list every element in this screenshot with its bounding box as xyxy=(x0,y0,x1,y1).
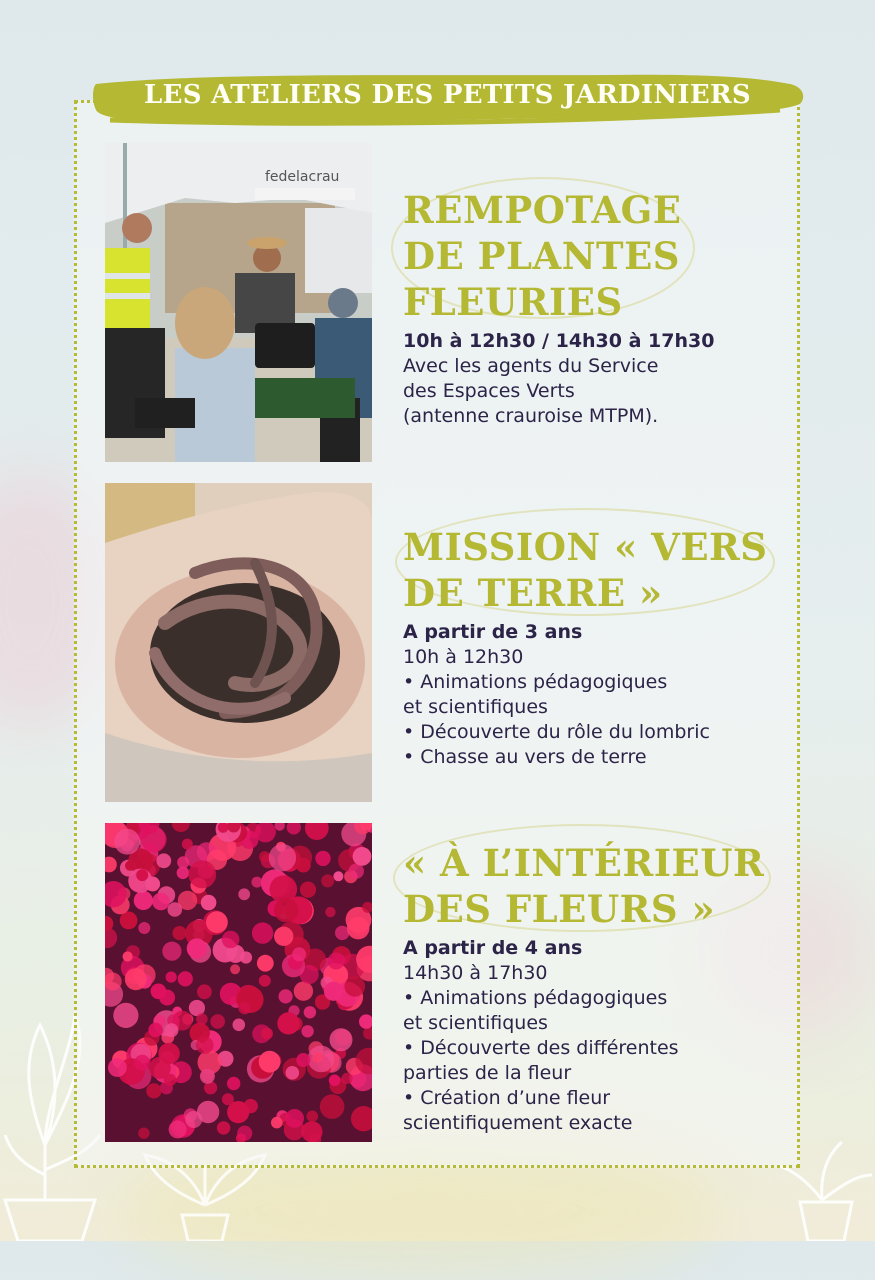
description-line: et scientifiques xyxy=(403,1012,548,1034)
title-line: DE TERRE » xyxy=(403,571,663,615)
title-line: « À L’INTÉRIEUR xyxy=(403,841,765,885)
description-line: des Espaces Verts xyxy=(403,380,575,402)
section-earthworms xyxy=(403,524,783,770)
description-line: Avec les agents du Service xyxy=(403,355,659,377)
schedule-text: 10h à 12h30 / 14h30 à 17h30 xyxy=(403,330,715,352)
description-line: • Découverte du rôle du lombric xyxy=(403,721,710,743)
description-line: scientifiquement exacte xyxy=(403,1112,633,1134)
section-title-earthworms xyxy=(403,524,783,616)
photo-repotting xyxy=(105,143,372,462)
tent-sign: fedelacrau xyxy=(265,169,340,185)
age-requirement: A partir de 4 ans xyxy=(403,937,583,959)
description-line: parties de la fleur xyxy=(403,1062,572,1084)
title-line: DES FLEURS » xyxy=(403,887,716,931)
age-requirement: A partir de 3 ans xyxy=(403,621,583,643)
description-line: • Animations pédagogiques xyxy=(403,987,668,1009)
photo-earthworms xyxy=(105,483,372,802)
photo-flowers xyxy=(105,823,372,1142)
section-repotting xyxy=(403,187,783,429)
title-banner xyxy=(90,70,805,128)
title-line: DE PLANTES xyxy=(403,234,680,278)
title-line: MISSION « VERS xyxy=(403,525,768,569)
schedule-text: 14h30 à 17h30 xyxy=(403,962,548,984)
description-line: et scientifiques xyxy=(403,696,548,718)
description-line: • Animations pédagogiques xyxy=(403,671,668,693)
section-title-repotting xyxy=(403,187,783,325)
title-line: FLEURIES xyxy=(403,280,623,324)
title-line: REMPOTAGE xyxy=(403,188,682,232)
description-line: • Découverte des différentes xyxy=(403,1037,679,1059)
description-line: • Chasse au vers de terre xyxy=(403,746,647,768)
description-line: • Création d’une fleur xyxy=(403,1087,611,1109)
description-line: (antenne crauroise MTPM). xyxy=(403,405,659,427)
schedule-text: 10h à 12h30 xyxy=(403,646,524,668)
section-inside-flowers xyxy=(403,840,783,1136)
banner-title: LES ATELIERS DES PETITS JARDINIERS xyxy=(144,80,751,110)
section-title-inside-flowers xyxy=(403,840,783,932)
